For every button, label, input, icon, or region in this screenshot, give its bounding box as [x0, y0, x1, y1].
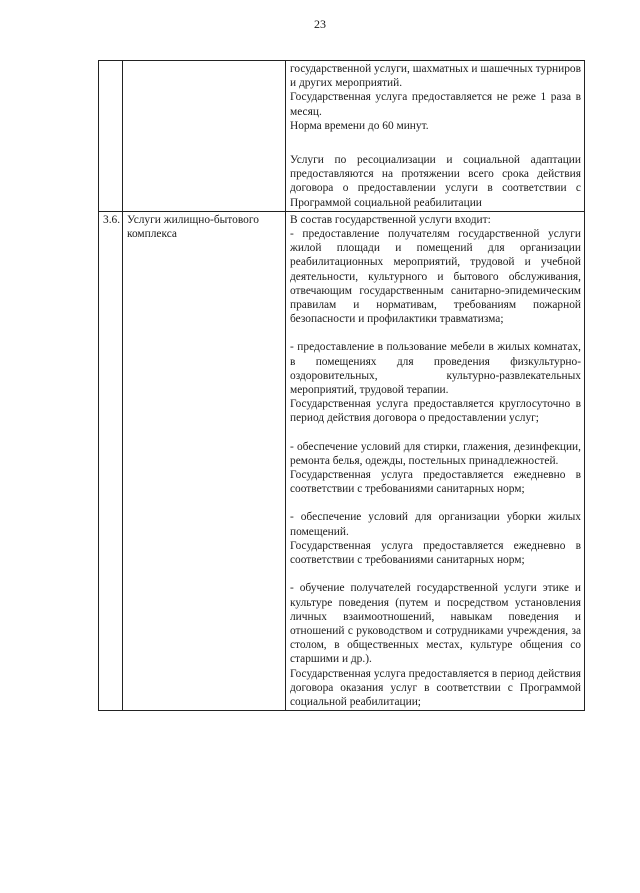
service-name-cell [123, 61, 286, 212]
description-paragraph: Государственная услуга предоставляется не реже 1 раза в месяц. [290, 91, 581, 118]
services-table [98, 60, 585, 711]
page-number: 23 [314, 17, 326, 31]
description-paragraph: Государственная услуга предоставляется ежедневно в соответствии с требованиями санитарных норм; [290, 539, 581, 567]
paragraph-spacer [290, 567, 581, 581]
description-paragraph: В состав государственной услуги входит: [290, 213, 491, 226]
row-number-cell: 3.6. [99, 211, 123, 710]
paragraph-spacer [290, 133, 581, 153]
description-paragraph: - предоставление в пользование мебели в жилых комнатах, в помещениях для проведения физкультурно-оздоровительных, культурно-развлекательных мероприятий, трудовой терапии. [290, 341, 581, 397]
description-paragraph: - предоставление получателям государственной услуги жилой площади и помещений для организации реабилитационных мероприятий, трудовой и учебной деятельности, культурного и бытового обслуживания, отвечающим государственным санитарно-эпидемическим правилам и нормативам, требованиям пожарной безопасности и профилактики травматизма; [290, 228, 581, 326]
description-paragraph: Государственная услуга предоставляется круглосуточно в период действия договора о предоставлении услуг; [290, 398, 581, 425]
description-paragraph: Норма времени до 60 минут. [290, 119, 429, 132]
paragraph-spacer [290, 326, 581, 340]
row-number-cell [99, 61, 123, 212]
description-paragraph: Государственная услуга предоставляется в период действия договора оказания услуг в соответствии с Программой социальной реабилитации; [290, 667, 581, 708]
paragraph-spacer [290, 426, 581, 440]
description-paragraph: - обучение получателей государственной услуги этике и культуре поведения (путем и посредством установления личных взаимоотношений, навыкам поведения и отношений с руководством и сотрудниками учреждения, за столом, в общественных местах, культуре общения со старшими и др.). [290, 582, 581, 666]
service-name-cell: Услуги жилищно-бытового комплекса [123, 211, 286, 710]
service-description-cell [286, 61, 585, 212]
service-description-cell [286, 211, 585, 710]
description-paragraph: государственной услуги, шахматных и шашечных турниров и других мероприятий. [290, 63, 581, 90]
description-paragraph: - обеспечение условий для организации уборки жилых помещений. [290, 511, 581, 538]
table-row [99, 61, 585, 212]
description-paragraph: Государственная услуга предоставляется ежедневно в соответствии с требованиями санитарных норм; [290, 469, 581, 496]
description-paragraph: Услуги по ресоциализации и социальной адаптации предоставляются на протяжении всего срока действия договора о предоставлении услуги в соответствии с Программой социальной реабилитации [290, 154, 581, 209]
description-paragraph: - обеспечение условий для стирки, глажения, дезинфекции, ремонта белья, одежды, постельных принадлежностей. [290, 440, 581, 467]
paragraph-spacer [290, 496, 581, 510]
table-row [99, 211, 585, 710]
